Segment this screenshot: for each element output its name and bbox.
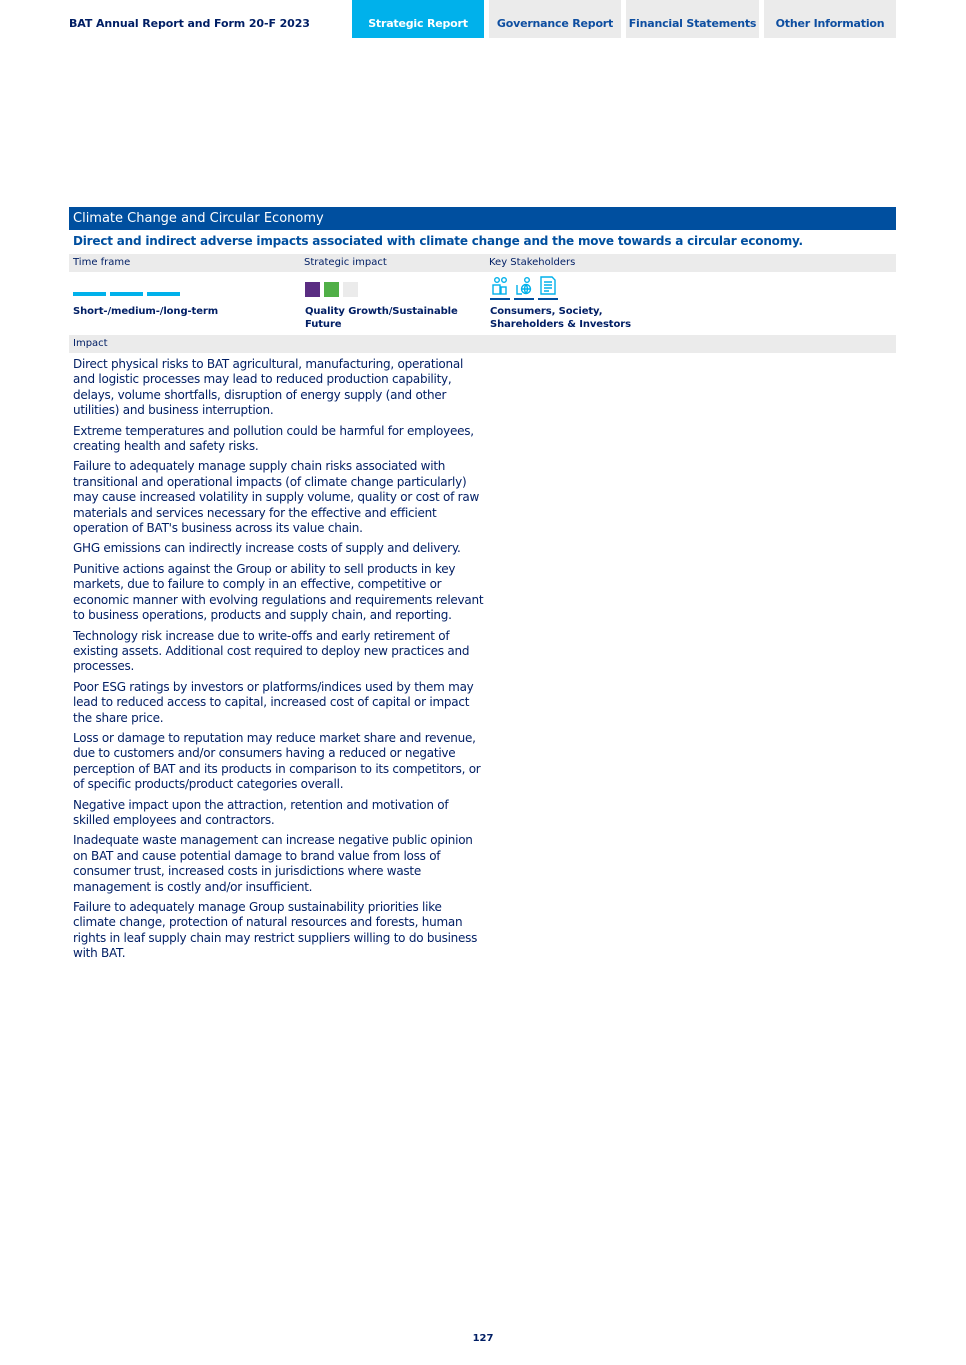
impact-paragraph: Technology risk increase due to write-offs and early retirement of existing assets. Additional cost required to deploy new practices and processes. xyxy=(73,628,470,674)
impact-header-bar xyxy=(69,335,896,353)
long-term-bar xyxy=(147,292,180,296)
tab-financial-statements[interactable]: Financial Statements xyxy=(626,0,759,38)
short-term-bar xyxy=(73,292,106,296)
sustainable-future-square xyxy=(324,282,339,297)
inactive-impact-square xyxy=(343,282,358,297)
impact-paragraph: Poor ESG ratings by investors or platforms/indices used by them may lead to reduced access to capital, increased cost of capital or impact the share price. xyxy=(73,679,474,725)
impact-label: Impact xyxy=(73,338,108,349)
quality-growth-square xyxy=(305,282,320,297)
impact-paragraph: Inadequate waste management can increase negative public opinion on BAT and cause potential damage to brand value from loss of consumer trust, increased costs in jurisdictions where waste management is costly and/or insufficient. xyxy=(73,833,473,894)
tab-strategic-report[interactable]: Strategic Report xyxy=(352,0,484,38)
strategic-impact-value xyxy=(305,305,458,331)
tab-other-information[interactable]: Other Information xyxy=(764,0,896,38)
report-title: BAT Annual Report and Form 20-F 2023 xyxy=(69,17,310,30)
strategic-impact-line-2: Future xyxy=(305,319,342,330)
stakeholders-value xyxy=(490,305,631,331)
impact-paragraph: Punitive actions against the Group or ability to sell products in key markets, due to failure to comply in an effective, competitive or economic manner with evolving regulations and requirements relevant to business operations, products and supply chain, and reporting. xyxy=(73,561,484,623)
impact-paragraph: Failure to adequately manage Group sustainability priorities like climate change, protection of natural resources and forests, human rights in leaf supply chain may restrict suppliers willing to do business with BAT. xyxy=(73,900,478,961)
medium-term-bar xyxy=(110,292,143,296)
risk-title: Climate Change and Circular Economy xyxy=(69,207,896,230)
risk-subtitle: Direct and indirect adverse impacts associated with climate change and the move towards a circular economy. xyxy=(73,234,803,248)
shareholders-investors-icon xyxy=(538,276,558,300)
time-frame-label: Time frame xyxy=(73,257,131,268)
impact-paragraph: GHG emissions can indirectly increase costs of supply and delivery. xyxy=(73,541,461,556)
impact-paragraph: Loss or damage to reputation may reduce market share and revenue, due to customers and/or consumers having a reduced or negative perception of BAT and its products in comparison to its competitors, or of specific products/product categories overall. xyxy=(73,730,481,792)
stakeholders-line-2: Shareholders & Investors xyxy=(490,319,631,330)
strategic-impact-label: Strategic impact xyxy=(304,257,387,268)
key-stakeholders-label: Key Stakeholders xyxy=(489,257,576,268)
stakeholders-line-1: Consumers, Society, xyxy=(490,306,603,317)
society-icon xyxy=(514,276,534,300)
impact-list xyxy=(73,357,485,967)
impact-paragraph: Direct physical risks to BAT agricultural, manufacturing, operational and logistic processes may lead to reduced production capability, delays, volume shortfalls, disruption of energy supply (and other utilities) and business interruption. xyxy=(73,357,464,418)
impact-paragraph: Negative impact upon the attraction, retention and motivation of skilled employees and contractors. xyxy=(73,797,449,827)
tab-governance-report[interactable]: Governance Report xyxy=(489,0,621,38)
time-frame-value: Short-/medium-/long-term xyxy=(73,306,219,317)
impact-paragraph: Extreme temperatures and pollution could be harmful for employees, creating health and safety risks. xyxy=(73,423,474,454)
strategic-impact-line-1: Quality Growth/Sustainable xyxy=(305,306,458,317)
page-number: 127 xyxy=(472,1333,494,1344)
impact-paragraph: Failure to adequately manage supply chain risks associated with transitional and operational impacts (of climate change particularly) may cause increased volatility in supply volume, quality or cost of raw materials and services necessary for the effective and efficient operation of BAT's business across its value chain. xyxy=(73,459,480,536)
consumers-icon xyxy=(490,276,510,300)
column-header-bar xyxy=(69,254,896,272)
